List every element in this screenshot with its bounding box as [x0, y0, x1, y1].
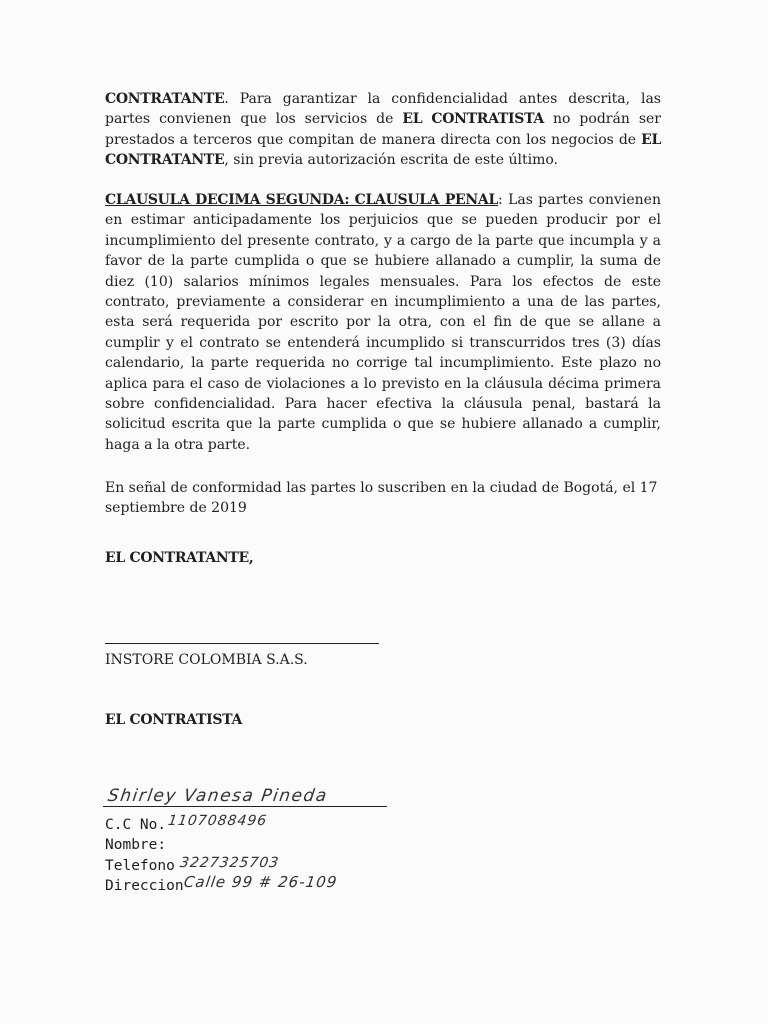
nombre-field-label: Nombre:: [105, 837, 167, 853]
cc-field-label: C.C No.: [105, 817, 167, 833]
confidentiality-paragraph: [105, 89, 661, 171]
contratante-signature-line: [105, 643, 379, 644]
paragraph-text: . Para garantizar la confidencialidad antes descrita, las partes convienen que los servicios de: [105, 91, 661, 128]
term-el-contratante: EL CONTRATANTE: [105, 131, 661, 169]
clause-body: : Las partes convienen en estimar anticipadamente los perjuicios que se pueden producir por el incumplimiento del presente contrato, y a cargo de la parte que incumpla y a favor de la parte cumplida o que se hubiere allanado a cumplir, la suma de diez (10) salarios mínimos legales mensuales. Para los efectos de este contrato, previamente a considerar en incumplimiento a una de las partes, esta será requerida por escrito por la otra, con el fin de que se allane a cumplir y el contrato se entenderá incumplido si transcurridos tres (3) días calendario, la parte requerida no corrige tal incumplimiento. Este plazo no aplica para el caso de violaciones a lo previsto en la cláusula décima primera sobre confidencialidad. Para hacer efectiva la cláusula penal, bastará la solicitud escrita que la parte cumplida o que se hubiere allanado a cumplir, haga a la otra parte.: [105, 192, 661, 453]
contratante-company: INSTORE COLOMBIA S.A.S.: [105, 652, 308, 668]
contratista-signature-line: [103, 806, 387, 807]
direccion-field-label: Direccion: [105, 878, 184, 894]
term-contratante: CONTRATANTE: [105, 91, 225, 107]
term-contratista: EL CONTRATISTA: [402, 111, 544, 128]
direccion-handwritten-value: Calle 99 # 26-109: [182, 873, 339, 891]
penalty-clause-paragraph: [105, 190, 661, 455]
paragraph-text: no podrán ser prestados a terceros que compitan de manera directa con los negocios de: [105, 111, 661, 148]
conformity-paragraph: En señal de conformidad las partes lo suscriben en la ciudad de Bogotá, el 17 septiembre de 2019: [105, 480, 658, 517]
contratante-label: EL CONTRATANTE,: [105, 550, 254, 566]
telefono-field-label: Telefono: [105, 858, 175, 874]
telefono-handwritten-value: 3227325703: [178, 855, 281, 871]
cc-handwritten-value: 1107088496: [166, 813, 269, 829]
paragraph-text: , sin previa autorización escrita de este último.: [224, 152, 559, 169]
clause-heading: CLAUSULA DECIMA SEGUNDA: CLAUSULA PENAL: [105, 192, 499, 208]
contratista-label: EL CONTRATISTA: [105, 712, 243, 728]
handwritten-signature-name: Shirley Vanesa Pineda: [106, 786, 330, 806]
